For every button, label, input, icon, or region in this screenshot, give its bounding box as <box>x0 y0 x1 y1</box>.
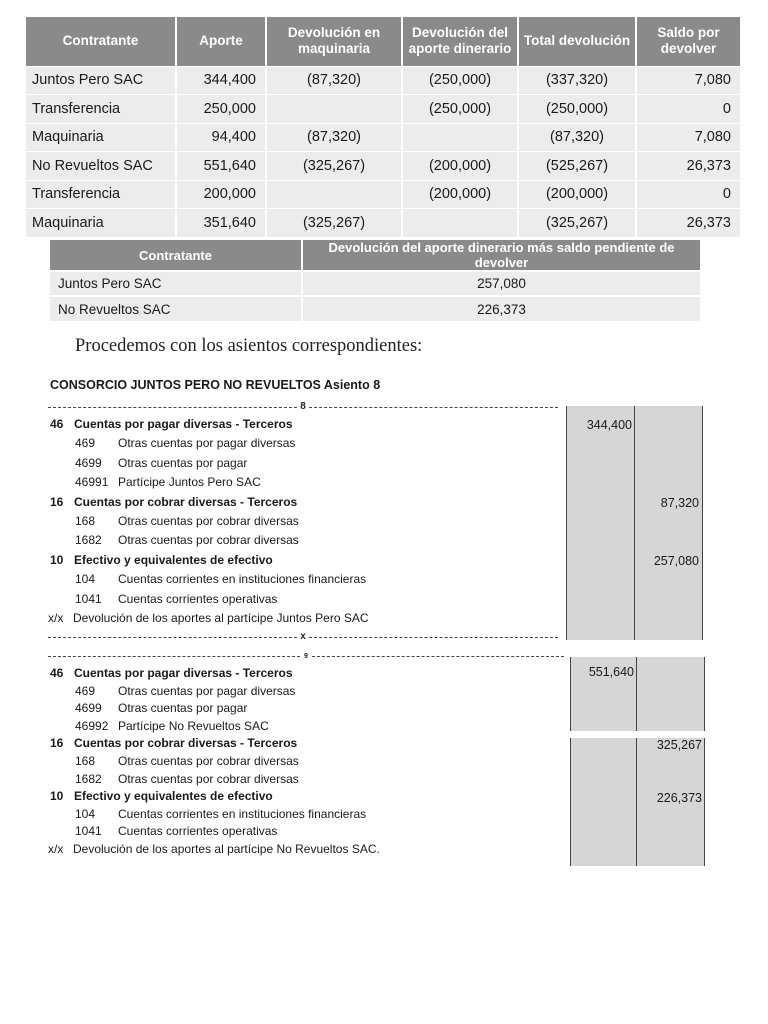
account-line-sub <box>75 475 261 489</box>
account-code: 10 <box>50 552 64 567</box>
cell-contratante: Maquinaria <box>26 209 176 238</box>
cell-total-devolucion: (250,000) <box>518 95 636 124</box>
account-line-sub <box>75 456 247 470</box>
account-name: Otras cuentas por cobrar diversas <box>118 754 299 768</box>
account-code: 46992 <box>75 718 109 733</box>
account-name: Devolución de los aportes al partícipe Juntos Pero SAC <box>73 611 369 625</box>
entry-8-credit-16: 87,320 <box>660 496 699 510</box>
cell-devolucion-aporte: (250,000) <box>402 95 518 124</box>
entry-9-separator <box>48 650 564 662</box>
account-name: Cuentas por pagar diversas - Terceros <box>74 666 293 680</box>
return-header-contratante: Contratante <box>50 240 302 271</box>
cell-contratante: No Revueltos SAC <box>50 296 302 321</box>
cell-saldo: 0 <box>636 95 740 124</box>
account-line-main <box>50 495 297 509</box>
table-row <box>26 66 740 95</box>
cell-devolucion-aporte <box>402 209 518 238</box>
header-aporte: Aporte <box>176 17 266 66</box>
account-line-sub <box>75 572 366 586</box>
cell-contratante: Transferencia <box>26 180 176 209</box>
intro-text: Procedemos con los asientos correspondientes: <box>75 336 423 356</box>
account-code: x/x <box>48 842 64 856</box>
account-name: Cuentas corrientes en instituciones financieras <box>118 806 367 821</box>
account-code: 1041 <box>75 591 102 606</box>
cell-devolucion-aporte: (200,000) <box>402 180 518 209</box>
entry-8-end-marker: x <box>300 631 306 642</box>
account-code: 46991 <box>75 475 109 490</box>
account-name: Cuentas corrientes en instituciones financieras <box>118 572 367 587</box>
account-code: 104 <box>75 572 96 587</box>
cell-devolucion-aporte <box>402 123 518 152</box>
account-line-sub <box>75 754 299 768</box>
table-row <box>50 271 700 296</box>
cell-devolucion-maquinaria: (87,320) <box>266 123 402 152</box>
entry-9-debit-column-b <box>570 738 637 866</box>
account-code: 168 <box>75 754 96 768</box>
account-code: x/x <box>48 611 64 625</box>
summary-header-row <box>26 17 740 66</box>
cell-saldo: 26,373 <box>636 209 740 238</box>
account-name: Otras cuentas por pagar diversas <box>118 683 296 698</box>
cell-aporte: 200,000 <box>176 180 266 209</box>
entry-gloss <box>48 611 369 625</box>
account-code: 1682 <box>75 771 102 786</box>
cell-contratante: Juntos Pero SAC <box>26 66 176 95</box>
cell-saldo: 7,080 <box>636 66 740 95</box>
cell-devolucion-total: 257,080 <box>302 271 700 296</box>
account-name: Cuentas por cobrar diversas - Terceros <box>74 736 298 751</box>
cell-saldo: 7,080 <box>636 123 740 152</box>
table-row <box>26 152 740 181</box>
account-code: 104 <box>75 806 96 821</box>
account-line-sub <box>75 514 299 528</box>
entry-8-credit-10: 257,080 <box>653 554 699 568</box>
account-code: 46 <box>50 417 64 431</box>
account-line-sub <box>75 436 295 450</box>
entry-8-end-separator <box>48 631 558 643</box>
cell-devolucion-maquinaria: (87,320) <box>266 66 402 95</box>
header-contratante: Contratante <box>26 17 176 66</box>
journal-title: CONSORCIO JUNTOS PERO NO REVUELTOS Asiento 8 <box>50 378 381 392</box>
cell-total-devolucion: (87,320) <box>518 123 636 152</box>
cell-contratante: Juntos Pero SAC <box>50 271 302 296</box>
cell-total-devolucion: (525,267) <box>518 152 636 181</box>
entry-8-debit-column <box>566 406 635 640</box>
cell-devolucion-total: 226,373 <box>302 296 700 321</box>
account-line-main <box>50 789 273 803</box>
account-name: Efectivo y equivalentes de efectivo <box>74 789 273 804</box>
entry-gloss <box>48 842 380 856</box>
account-name: Cuentas por cobrar diversas - Terceros <box>74 494 298 509</box>
cell-devolucion-aporte: (250,000) <box>402 66 518 95</box>
account-name: Otras cuentas por pagar diversas <box>118 436 296 451</box>
cell-devolucion-maquinaria: (325,267) <box>266 152 402 181</box>
return-table <box>50 240 700 321</box>
entry-9-credit-10: 226,373 <box>656 791 702 805</box>
cell-devolucion-maquinaria: (325,267) <box>266 209 402 238</box>
account-name: Partícipe No Revueltos SAC <box>118 718 269 733</box>
account-name: Cuentas corrientes operativas <box>118 591 278 606</box>
entry-9-credit-16: 325,267 <box>656 738 702 752</box>
table-row <box>26 209 740 238</box>
entry-8-separator <box>48 401 558 413</box>
account-line-sub <box>75 701 247 715</box>
account-code: 469 <box>75 683 96 698</box>
cell-devolucion-maquinaria <box>266 180 402 209</box>
cell-aporte: 351,640 <box>176 209 266 238</box>
cell-contratante: Transferencia <box>26 95 176 124</box>
table-row <box>26 123 740 152</box>
table-row <box>26 180 740 209</box>
account-name: Otras cuentas por cobrar diversas <box>118 533 299 548</box>
account-name: Efectivo y equivalentes de efectivo <box>74 552 273 567</box>
header-devolucion-aporte: Devolución del aporte dinerario <box>402 17 518 66</box>
account-name: Otras cuentas por pagar <box>118 701 248 716</box>
return-header-row <box>50 240 700 271</box>
account-line-sub <box>75 533 299 547</box>
header-total-devolucion: Total devolución <box>518 17 636 66</box>
account-code: 469 <box>75 436 96 451</box>
cell-devolucion-maquinaria <box>266 95 402 124</box>
account-code: 168 <box>75 514 96 528</box>
account-name: Cuentas corrientes operativas <box>118 824 278 839</box>
account-name: Partícipe Juntos Pero SAC <box>118 475 261 490</box>
entry-9-debit-46: 551,640 <box>588 665 634 679</box>
account-name: Devolución de los aportes al partícipe No Revueltos SAC. <box>73 842 380 856</box>
table-row <box>26 95 740 124</box>
entry-8-credit-column <box>635 406 703 640</box>
cell-saldo: 26,373 <box>636 152 740 181</box>
header-devolucion-maquinaria: Devolución en maquinaria <box>266 17 402 66</box>
account-line-sub <box>75 592 277 606</box>
account-code: 1682 <box>75 533 102 548</box>
summary-table <box>26 17 740 237</box>
account-code: 4699 <box>75 701 102 716</box>
cell-saldo: 0 <box>636 180 740 209</box>
return-header-devolucion: Devolución del aporte dinerario más saldo pendiente de devolver <box>302 240 700 271</box>
account-code: 16 <box>50 494 64 509</box>
account-line-main <box>50 736 297 750</box>
header-saldo: Saldo por devolver <box>636 17 740 66</box>
account-line-sub <box>75 719 269 733</box>
account-line-main <box>50 417 293 431</box>
cell-total-devolucion: (325,267) <box>518 209 636 238</box>
cell-aporte: 344,400 <box>176 66 266 95</box>
cell-aporte: 250,000 <box>176 95 266 124</box>
account-code: 10 <box>50 789 64 804</box>
account-line-sub <box>75 824 277 838</box>
cell-devolucion-aporte: (200,000) <box>402 152 518 181</box>
account-code: 16 <box>50 736 64 751</box>
entry-8-marker: 8 <box>300 401 306 412</box>
entry-8-debit-46: 344,400 <box>586 418 632 432</box>
entry-9-marker: 9 <box>304 653 308 660</box>
account-line-main <box>50 553 273 567</box>
account-name: Otras cuentas por cobrar diversas <box>118 771 299 786</box>
account-name: Otras cuentas por pagar <box>118 455 248 470</box>
cell-contratante: No Revueltos SAC <box>26 152 176 181</box>
account-line-sub <box>75 772 299 786</box>
cell-contratante: Maquinaria <box>26 123 176 152</box>
account-line-sub <box>75 807 366 821</box>
table-row <box>50 296 700 321</box>
account-name: Cuentas por pagar diversas - Terceros <box>74 417 293 431</box>
cell-aporte: 551,640 <box>176 152 266 181</box>
cell-total-devolucion: (200,000) <box>518 180 636 209</box>
account-name: Otras cuentas por cobrar diversas <box>118 514 299 528</box>
account-line-sub <box>75 684 295 698</box>
account-line-main <box>50 666 293 680</box>
cell-aporte: 94,400 <box>176 123 266 152</box>
account-code: 46 <box>50 666 64 680</box>
cell-total-devolucion: (337,320) <box>518 66 636 95</box>
account-code: 1041 <box>75 824 102 839</box>
entry-9-credit-column-a <box>637 657 705 731</box>
account-code: 4699 <box>75 455 102 470</box>
